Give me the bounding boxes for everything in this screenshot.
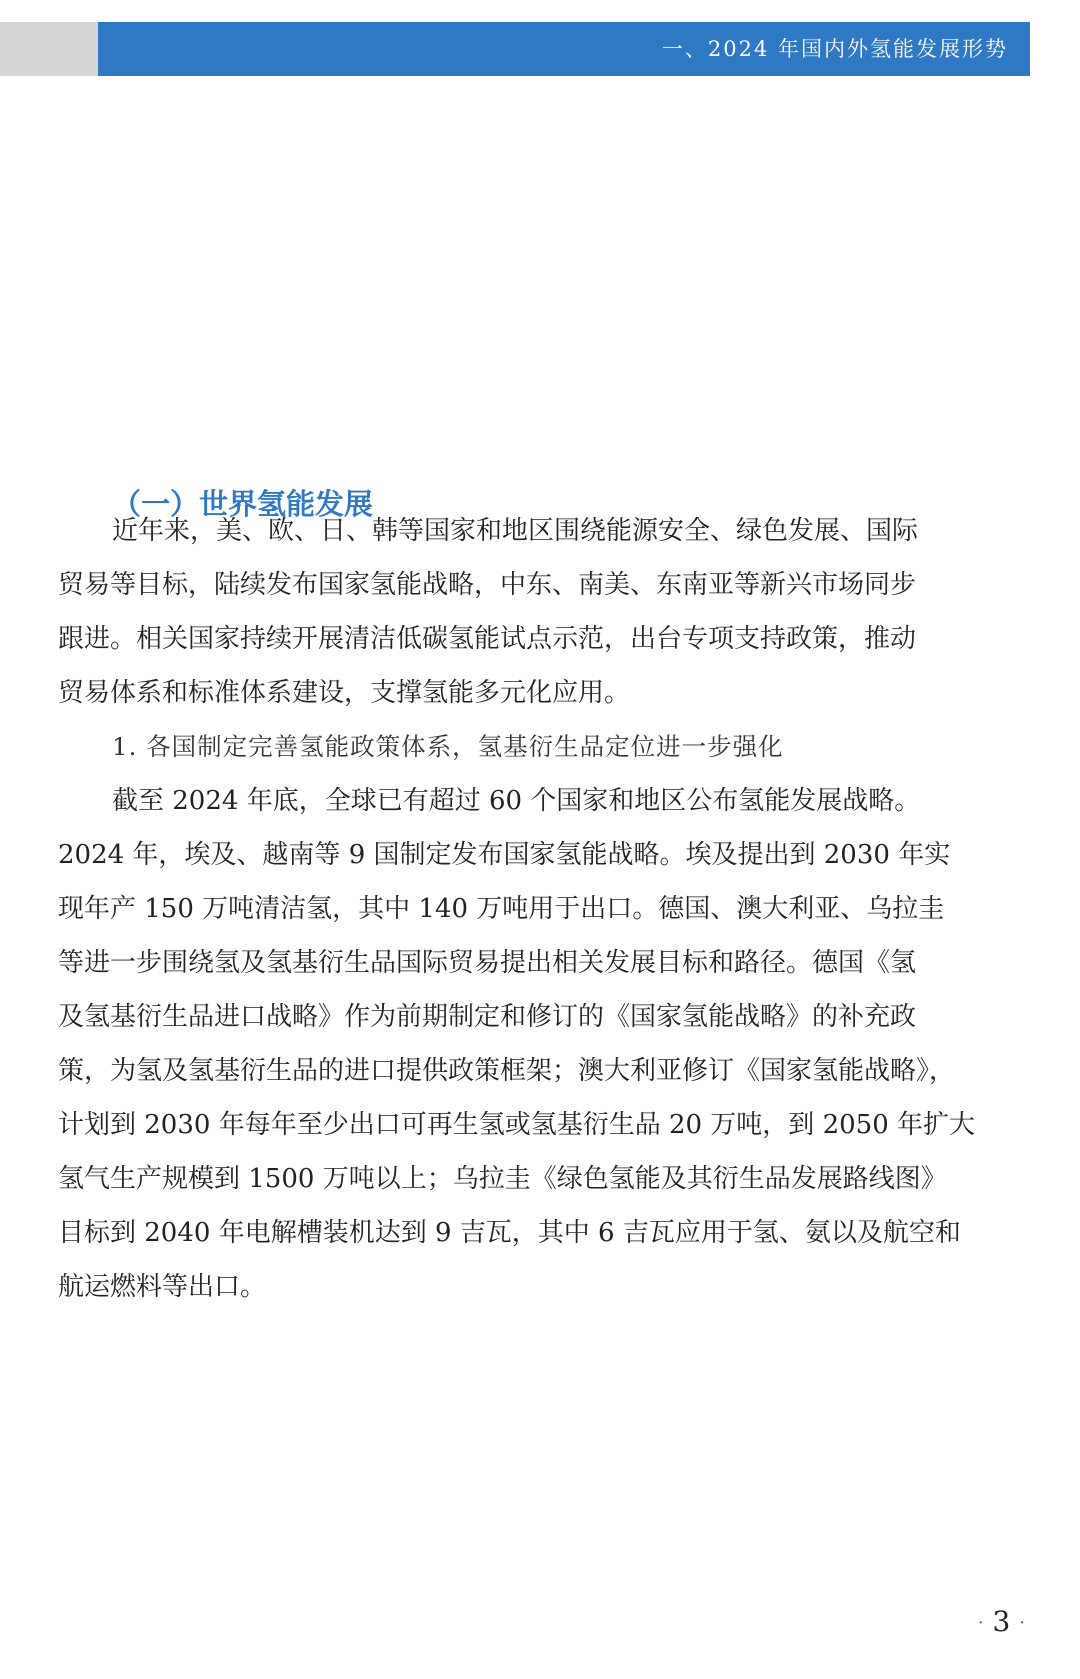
body-line: 策，为氢及氢基衍生品的进口提供政策框架；澳大利亚修订《国家氢能战略》， (58, 1056, 956, 1086)
intro-line: 近年来，美、欧、日、韩等国家和地区围绕能源安全、绿色发展、国际 (112, 516, 919, 546)
body-line: 现年产 150 万吨清洁氢，其中 140 万吨用于出口。德国、澳大利亚、乌拉圭 (58, 894, 945, 924)
body-line: 计划到 2030 年每年至少出口可再生氢或氢基衍生品 20 万吨，到 2050 年扩大 (58, 1110, 976, 1140)
subheading: 1. 各国制定完善氢能政策体系，氢基衍生品定位进一步强化 (112, 732, 784, 761)
body-line: 等进一步围绕氢及氢基衍生品国际贸易提出相关发展目标和路径。德国《氢 (58, 948, 917, 978)
running-header-title: 一、2024 年国内外氢能发展形势 (661, 37, 1008, 61)
header-bar (98, 22, 1030, 76)
body-line: 及氢基衍生品进口战略》作为前期制定和修订的《国家氢能战略》的补充政 (58, 1002, 917, 1032)
intro-line: 贸易体系和标准体系建设，支撑氢能多元化应用。 (58, 678, 631, 708)
body-line: 航运燃料等出口。 (58, 1272, 267, 1302)
section-heading: （一）世界氢能发展 (112, 487, 374, 521)
header-gray-tab (0, 22, 98, 76)
body-line: 目标到 2040 年电解槽装机达到 9 吉瓦，其中 6 吉瓦应用于氢、氨以及航空和 (58, 1218, 961, 1248)
page-number (978, 1602, 1025, 1644)
body-line: 氢气生产规模到 1500 万吨以上；乌拉圭《绿色氢能及其衍生品发展路线图》 (58, 1164, 947, 1194)
page-number-dot-right: · (1019, 1612, 1025, 1634)
page-number-dot-left: · (977, 1612, 984, 1634)
body-line: 2024 年，埃及、越南等 9 国制定发布国家氢能战略。埃及提出到 2030 年实 (58, 840, 951, 870)
page-number-value: 3 (992, 1605, 1011, 1638)
intro-line: 跟进。相关国家持续开展清洁低碳氢能试点示范，出台专项支持政策，推动 (58, 624, 917, 654)
intro-line: 贸易等目标，陆续发布国家氢能战略，中东、南美、东南亚等新兴市场同步 (58, 570, 917, 600)
body-line: 截至 2024 年底，全球已有超过 60 个国家和地区公布氢能发展战略。 (112, 786, 921, 816)
